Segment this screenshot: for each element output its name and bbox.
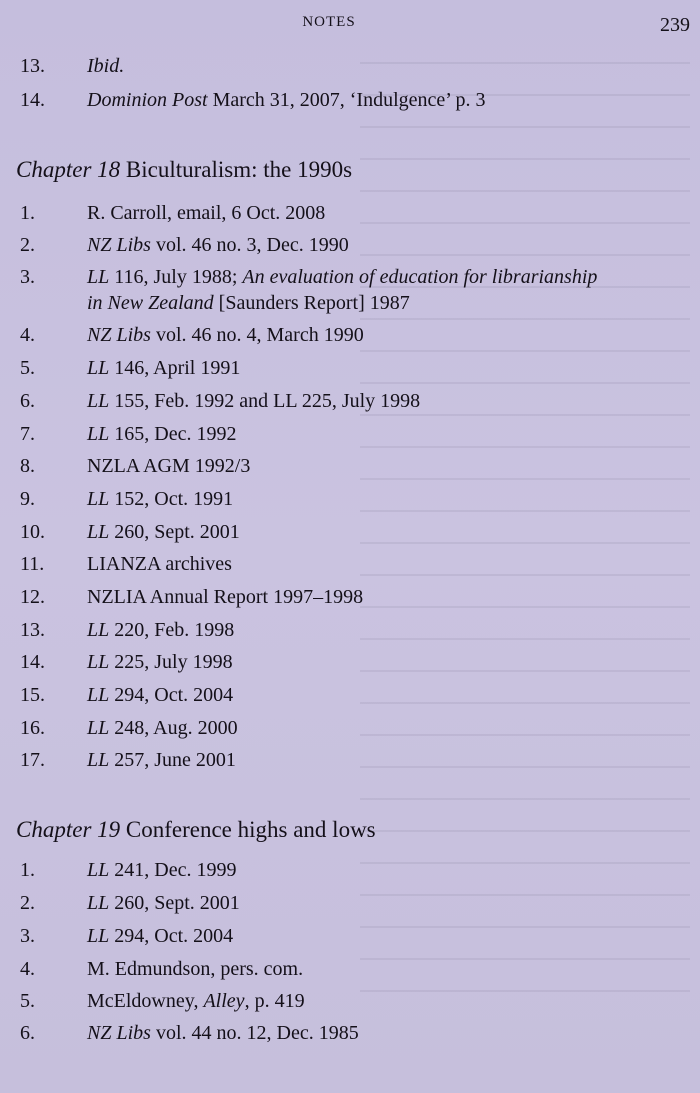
chapter-title: Biculturalism: the 1990s xyxy=(120,157,353,182)
note-text: 220, Feb. 1998 xyxy=(109,619,235,641)
note-source-italic: LL xyxy=(87,266,110,288)
note-number: 15. xyxy=(20,684,45,706)
note-text: 294, Oct. 2004 xyxy=(109,925,234,947)
note-source-italic: NZ Libs xyxy=(87,1022,151,1044)
note-number: 16. xyxy=(20,717,45,739)
note-number: 14. xyxy=(20,89,45,111)
note-source-italic: LL xyxy=(87,357,110,379)
note-text: 165, Dec. 1992 xyxy=(109,423,237,445)
note-text: M. Edmundson, pers. com. xyxy=(87,958,304,980)
note-number: 3. xyxy=(20,266,35,288)
note-text: 257, June 2001 xyxy=(109,749,236,771)
note-title-italic: in New Zealand xyxy=(87,292,214,314)
chapter-prefix: Chapter 19 xyxy=(16,817,121,842)
note-source-italic: LL xyxy=(87,423,110,445)
note-text: McEldowney, xyxy=(87,990,204,1012)
note-text: March 31, 2007, ‘Indulgence’ p. 3 xyxy=(207,89,486,111)
chapter-heading-19 xyxy=(16,816,376,844)
note-number: 13. xyxy=(20,55,45,77)
note-text: 294, Oct. 2004 xyxy=(109,684,234,706)
note-number: 11. xyxy=(20,553,45,575)
note-source-italic: LL xyxy=(87,749,110,771)
note-number: 1. xyxy=(20,202,35,224)
note-text: 146, April 1991 xyxy=(109,357,241,379)
note-source-italic: LL xyxy=(87,892,110,914)
note-number: 13. xyxy=(20,619,45,641)
note-source-italic: NZ Libs xyxy=(87,234,151,256)
note-text: 260, Sept. 2001 xyxy=(109,521,240,543)
note-text: 116, July 1988; xyxy=(109,266,243,288)
note-source-italic: Ibid. xyxy=(87,55,125,77)
note-text: 155, Feb. 1992 and LL 225, July 1998 xyxy=(109,390,421,412)
note-text: [Saunders Report] 1987 xyxy=(213,292,410,314)
note-text: NZLA AGM 1992/3 xyxy=(87,455,251,477)
note-text: , p. 419 xyxy=(244,990,305,1012)
note-title-italic: An evaluation of education for librarianship xyxy=(242,266,598,288)
note-text: 152, Oct. 1991 xyxy=(109,488,234,510)
note-number: 10. xyxy=(20,521,45,543)
note-source-italic: LL xyxy=(87,651,110,673)
note-number: 5. xyxy=(20,357,35,379)
page-number: 239 xyxy=(660,14,690,36)
note-number: 9. xyxy=(20,488,35,510)
note-text: 225, July 1998 xyxy=(109,651,233,673)
note-text: vol. 46 no. 3, Dec. 1990 xyxy=(150,234,349,256)
chapter-heading-18 xyxy=(16,156,352,184)
note-text: 248, Aug. 2000 xyxy=(109,717,238,739)
note-text: NZLIA Annual Report 1997–1998 xyxy=(87,586,364,608)
note-number: 12. xyxy=(20,586,45,608)
note-number: 4. xyxy=(20,324,35,346)
note-number: 6. xyxy=(20,1022,35,1044)
note-source-italic: NZ Libs xyxy=(87,324,151,346)
note-text: LIANZA archives xyxy=(87,553,232,575)
note-source-italic: Dominion Post xyxy=(87,89,208,111)
note-text: vol. 46 no. 4, March 1990 xyxy=(150,324,364,346)
note-text: 260, Sept. 2001 xyxy=(109,892,240,914)
note-number: 17. xyxy=(20,749,45,771)
chapter-prefix: Chapter 18 xyxy=(16,157,121,182)
note-source-italic: LL xyxy=(87,488,110,510)
note-source-italic: LL xyxy=(87,925,110,947)
note-source-italic: LL xyxy=(87,717,110,739)
note-number: 4. xyxy=(20,958,35,980)
note-text: vol. 44 no. 12, Dec. 1985 xyxy=(150,1022,359,1044)
note-source-italic: LL xyxy=(87,684,110,706)
note-number: 14. xyxy=(20,651,45,673)
chapter-title: Conference highs and lows xyxy=(120,817,376,842)
note-source-italic: LL xyxy=(87,390,110,412)
note-number: 3. xyxy=(20,925,35,947)
note-title-italic: Alley xyxy=(203,990,245,1012)
note-number: 6. xyxy=(20,390,35,412)
note-text: R. Carroll, email, 6 Oct. 2008 xyxy=(87,202,326,224)
note-source-italic: LL xyxy=(87,619,110,641)
note-source-italic: LL xyxy=(87,859,110,881)
note-number: 7. xyxy=(20,423,35,445)
note-number: 8. xyxy=(20,455,35,477)
running-header: NOTES xyxy=(302,14,356,30)
note-number: 5. xyxy=(20,990,35,1012)
note-number: 1. xyxy=(20,859,35,881)
note-text: 241, Dec. 1999 xyxy=(109,859,237,881)
note-number: 2. xyxy=(20,234,35,256)
note-source-italic: LL xyxy=(87,521,110,543)
note-number: 2. xyxy=(20,892,35,914)
